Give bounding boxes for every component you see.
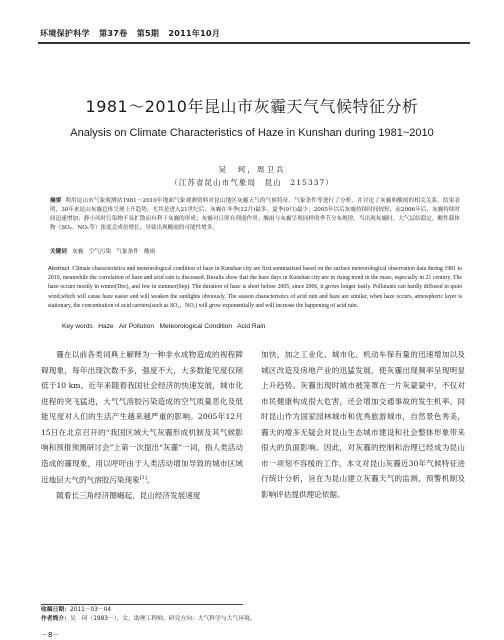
body-paragraph: 随着长三角经济圈崛起，昆山经济发展速度 (56, 491, 201, 501)
keywords-cn (50, 248, 460, 257)
body-paragraph: 霾在以前各类词典上解释为一种非水成物造成的视程障碍现象，每年出现次数不多，强度不大，大多数能见度仅削低于10 km。近年来随着我国社会经济的快速发展，城市化进程的突飞猛进，大气气溶胶污染造成的空气质量恶化及低能见度对人们的生活产生越来越严重的影响。2005年12月15日在北京召开的“我国区域大气灰霾形成机制及其气候影响和预报预测研讨会”上第一次提出“灰霾”一词，指人类活动造成的霾现象，用以呼吁由于人类活动增加导致的城市区域近地层大气的气溶胶污染现象[1]。 (41, 350, 243, 485)
keyword-en-item: Meteorological Condition (159, 323, 233, 330)
received-date: 收稿日期：2011－03－04 (41, 607, 112, 613)
keywords-en (62, 323, 462, 330)
keyword-en-item: Haze (98, 323, 114, 330)
abstract-cn (50, 197, 460, 233)
running-header (40, 28, 470, 39)
keyword-cn-item: 酸雨 (144, 249, 156, 255)
abstract-en (48, 265, 462, 311)
page-number: －8－ (41, 631, 60, 639)
journal-date: 2011年10月 (168, 29, 221, 38)
body-column-right (261, 347, 465, 502)
paper-title-en: Analysis on Climate Characteristics of Haze in Kunshan during 1981~2010 (70, 127, 434, 139)
keyword-cn-item: 空气污染 (88, 249, 112, 255)
keyword-en-item: Air Pollution (118, 323, 155, 330)
abstract-en-text: Climate characteristics and meteorological condition of haze in Kunshan city are first summarized based on the surface meteorological observation data during 1981 to 2010, meanwhile the correlation of haze and acid rain is discussed. Results show that the haze days in Kunshan city are in rising trend in the mass, especially in 21 century. The haze occurs mostly in winter(Dec), and few in summer(Sep). The duration of haze is short before 2005, since 2006, it grows longer fastly. Pollutants can hardly diffused in quiet wind,which will cause haze easier and will weaken the sunlights obviously. The season characteristics of acid rain and haze are similar, when haze occurs, atmospheric layer is stationary, the concentration of acid carriers(such as SO₂、NOₓ) will grow exponentially and will increase the happening of acid rain. (48, 266, 462, 309)
keyword-en-item: Acid Rain (237, 323, 266, 330)
journal-issue: 第5期 (136, 29, 160, 38)
body-paragraph: 加快，加之工业化、城市化、机动车保有量的迅速增加以及城区改造及房地产业的迅猛发展，使灰霾出现频率呈现明显上升趋势。灰霾出现时城市被笼罩在一片灰蒙蒙中，不仅对市民健康构成很大危害，还会增加交通事故的发生机率。同时昆山作为国家园林城市和优秀旅游城市，自然景色秀美，霾天的增多无疑会对昆山生态城市建设和社会整体形象带来很大的负面影响。因此，对灰霾的控制和治理已经成为昆山市一项刻不容缓的工作。本文对昆山灰霾近30年气候特征进行统计分析，旨在为昆山建立灰霾天气的监测、预警机制及影响评估提供理论依据。 (261, 350, 465, 499)
abstract-cn-label: 摘要 (50, 198, 62, 204)
citation-ref[interactable]: [1] (139, 475, 147, 481)
keywords-cn-label: 关键词 (50, 249, 67, 255)
footnote-divider (41, 604, 243, 605)
author-bio: 作者简介：吴 珂（1983－），女，助理工程师，研究方向：大气科学与大气环境。 (41, 616, 256, 622)
keyword-cn-item: 灰霾 (72, 249, 84, 255)
affiliation: （江苏省昆山市气象局 昆山 215337） (170, 178, 334, 187)
journal-volume: 第37卷 (99, 29, 128, 38)
body-column-left (41, 347, 243, 504)
abstract-cn-text: 利用昆山市气象观测站1981～2010年地面气象观测资料对昆山地区灰霾天气的气候特征、气象条件等进行了分析，并讨论了灰霾和酸雨的相关关系。结果表明，30年来昆山灰霾总体呈现上升趋势，尤其是进入21世纪后；灰霾在冬季(12月)最多，夏季(9月)最少；2005年以后灰霾持续时间较短，而2006年后，灰霾持续时间迅速增加；静小风时污染物不易扩散而有利于灰霾的形成；灰霾对日照有削弱作用；酸雨与灰霾呈现同样的季节分布规律，当出现灰霾时，大气层结稳定，酸性载体物（SO₂、NOₓ等）浓度会成倍增长，导致出现酸雨的可能性增多。 (50, 198, 460, 231)
keyword-cn-item: 气象条件 (116, 249, 139, 255)
authors: 吴 珂，周卫兵 (218, 165, 286, 174)
keywords-en-label: Key words (62, 323, 93, 330)
abstract-en-label: Abstract (48, 266, 70, 272)
journal-name: 环境保护科学 (40, 29, 90, 38)
header-divider (38, 42, 470, 44)
paper-title-cn: 1981～2010年昆山市灰霾天气气候特征分析 (85, 97, 419, 116)
footnote (41, 606, 481, 624)
